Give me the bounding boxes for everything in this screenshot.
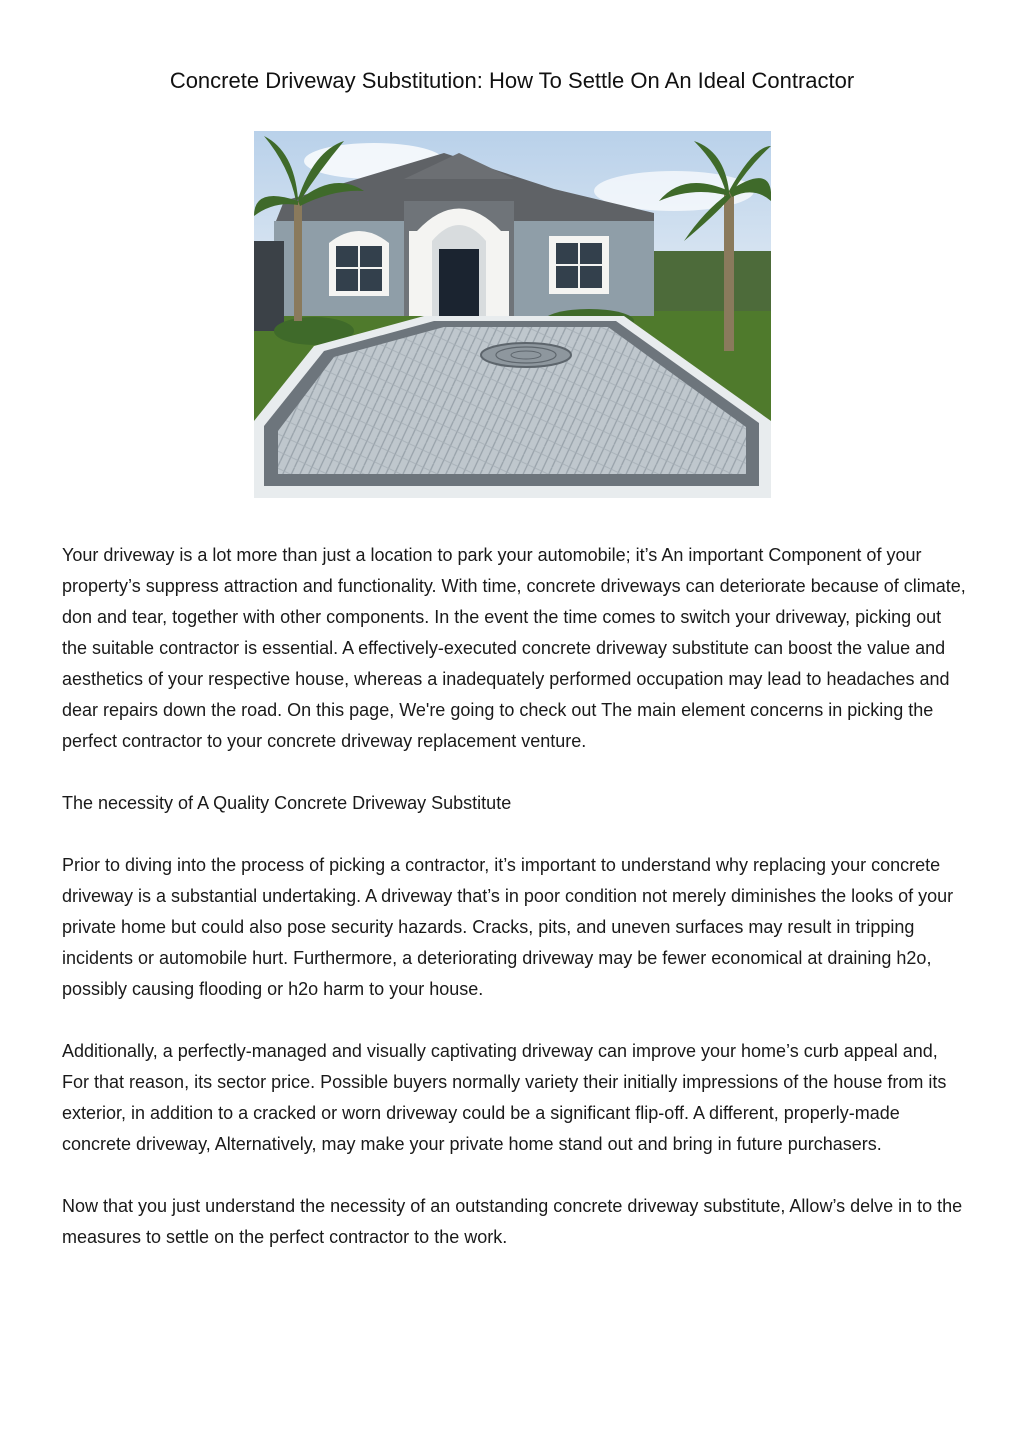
driveway-photo [254, 131, 771, 498]
section-heading: The necessity of A Quality Concrete Driveway Substitute [62, 793, 512, 813]
front-door [439, 249, 479, 316]
article-body [62, 540, 967, 1284]
paragraph-importance: Prior to diving into the process of picking a contractor, it’s important to understand why replacing your concrete driveway is a substantial undertaking. A driveway that’s in poor condition not merely diminishes the looks of your private home but could also pose security hazards. Cracks, pits, and uneven surfaces may result in tripping incidents or automobile hurt. Furthermore, a deteriorating driveway may be fewer economical at draining h2o, possibly causing flooding or h2o harm to your house. [62, 855, 954, 999]
paragraph-intro: Your driveway is a lot more than just a location to park your automobile; it’s An important Component of your property’s suppress attraction and functionality. With time, concrete driveways can deteriorate because of climate, don and tear, together with other components. In the event the time comes to switch your driveway, picking out the suitable contractor is essential. A effectively-executed concrete driveway substitute can boost the value and aesthetics of your respective house, whereas a inadequately performed occupation may lead to headaches and dear repairs down the road. On this page, We're going to check out The main element concerns in picking the perfect contractor to your concrete driveway replacement venture. [62, 545, 966, 751]
paragraph-curb-appeal: Additionally, a perfectly-managed and visually captivating driveway can improve your home’s curb appeal and, For that reason, its sector price. Possible buyers normally variety their initially impressions of the house from its exterior, in addition to a cracked or worn driveway could be a significant flip-off. A different, properly-made concrete driveway, Alternatively, may make your private home stand out and bring in future purchasers. [62, 1041, 947, 1154]
paragraph-transition: Now that you just understand the necessity of an outstanding concrete driveway substitute, Allow’s delve in to the measures to settle on the perfect contractor to the work. [62, 1196, 963, 1247]
page-title: Concrete Driveway Substitution: How To Settle On An Ideal Contractor [169, 68, 855, 93]
